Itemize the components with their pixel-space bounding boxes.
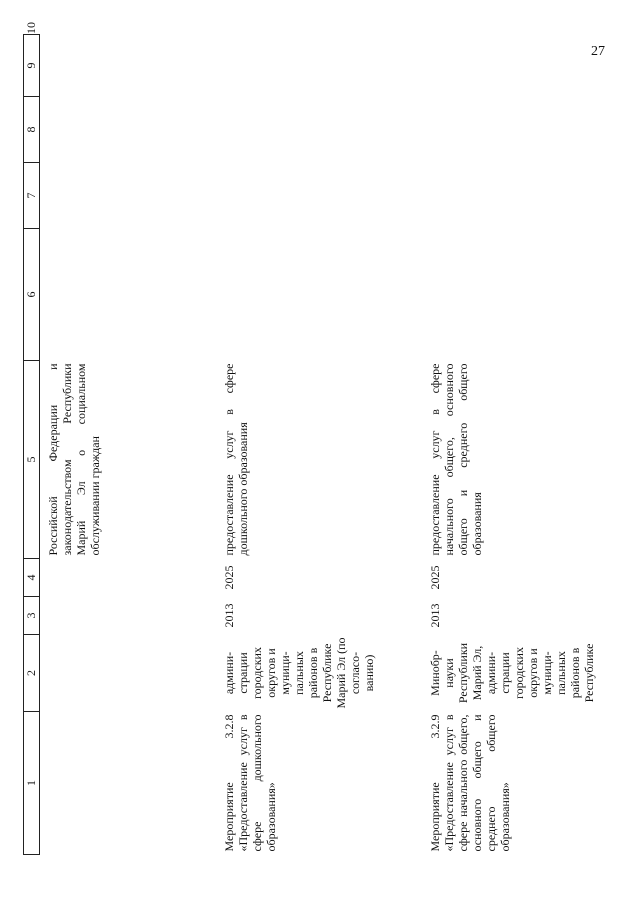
- cell-empty: [40, 35, 217, 97]
- cell-empty: [216, 35, 422, 97]
- header-row: 1 2 3 4 5 6 7 8 9 10: [24, 35, 40, 855]
- cell-empty: [422, 229, 598, 361]
- cell-end-year: [40, 559, 217, 597]
- header-cell-5: 5: [24, 361, 40, 559]
- header-cell-8: 8: [24, 97, 40, 163]
- header-cell-7: 7: [24, 163, 40, 229]
- page-number: 27: [591, 44, 605, 59]
- cell-empty: [40, 229, 217, 361]
- cell-empty: [216, 163, 422, 229]
- cell-empty: [216, 97, 422, 163]
- cell-empty: [422, 35, 598, 97]
- cell-result: предоставление услуг в сфере дошкольного образования: [222, 363, 250, 556]
- cell-activity: Мероприятие 3.2.9 «Предоставление услуг в сфере начального общего, основного общего и среднего общего образования»: [428, 714, 512, 852]
- cell-result: Российской Федерации и законодательством Республики Марий Эл о социальном обслуживании граждан: [46, 363, 102, 556]
- cell-executor: [40, 635, 217, 712]
- header-cell-6: 6: [24, 229, 40, 361]
- rotated-table-sheet: [23, 22, 613, 855]
- cell-activity: Мероприятие 3.2.8 «Предоставление услуг в сфере дошкольного образования»: [222, 714, 278, 852]
- cell-executor: админи-страции городских округов и муници-пальных районов в Республике Марий Эл (по согласо-ванию): [222, 637, 376, 709]
- header-cell-9: 9: [24, 35, 40, 97]
- table-row: [422, 35, 598, 855]
- header-cell-4: 4: [24, 559, 40, 597]
- cell-start-year: 2013: [222, 603, 236, 628]
- table-row: [40, 35, 217, 855]
- cell-empty: [422, 163, 598, 229]
- header-cell-3: 3: [24, 597, 40, 635]
- cell-result: предоставление услуг в сфере начального общего, основного общего и среднего общего образования: [428, 363, 484, 556]
- cell-empty: [40, 163, 217, 229]
- cell-empty: [216, 229, 422, 361]
- table-row: [216, 35, 422, 855]
- cell-empty: [40, 97, 217, 163]
- cell-start-year: 2013: [428, 603, 442, 628]
- cell-activity: [40, 712, 217, 855]
- cell-end-year: 2025: [428, 565, 442, 590]
- cell-empty: [422, 97, 598, 163]
- cell-executor: Минобр-науки Республики Марий Эл, админи-страции городских округов и муници-пальных районов в Республике: [428, 642, 596, 704]
- header-cell-2: 2: [24, 635, 40, 712]
- cell-end-year: 2025: [222, 565, 236, 590]
- header-cell-1: 1: [24, 712, 40, 855]
- program-table: [23, 22, 598, 855]
- cell-start-year: [40, 597, 217, 635]
